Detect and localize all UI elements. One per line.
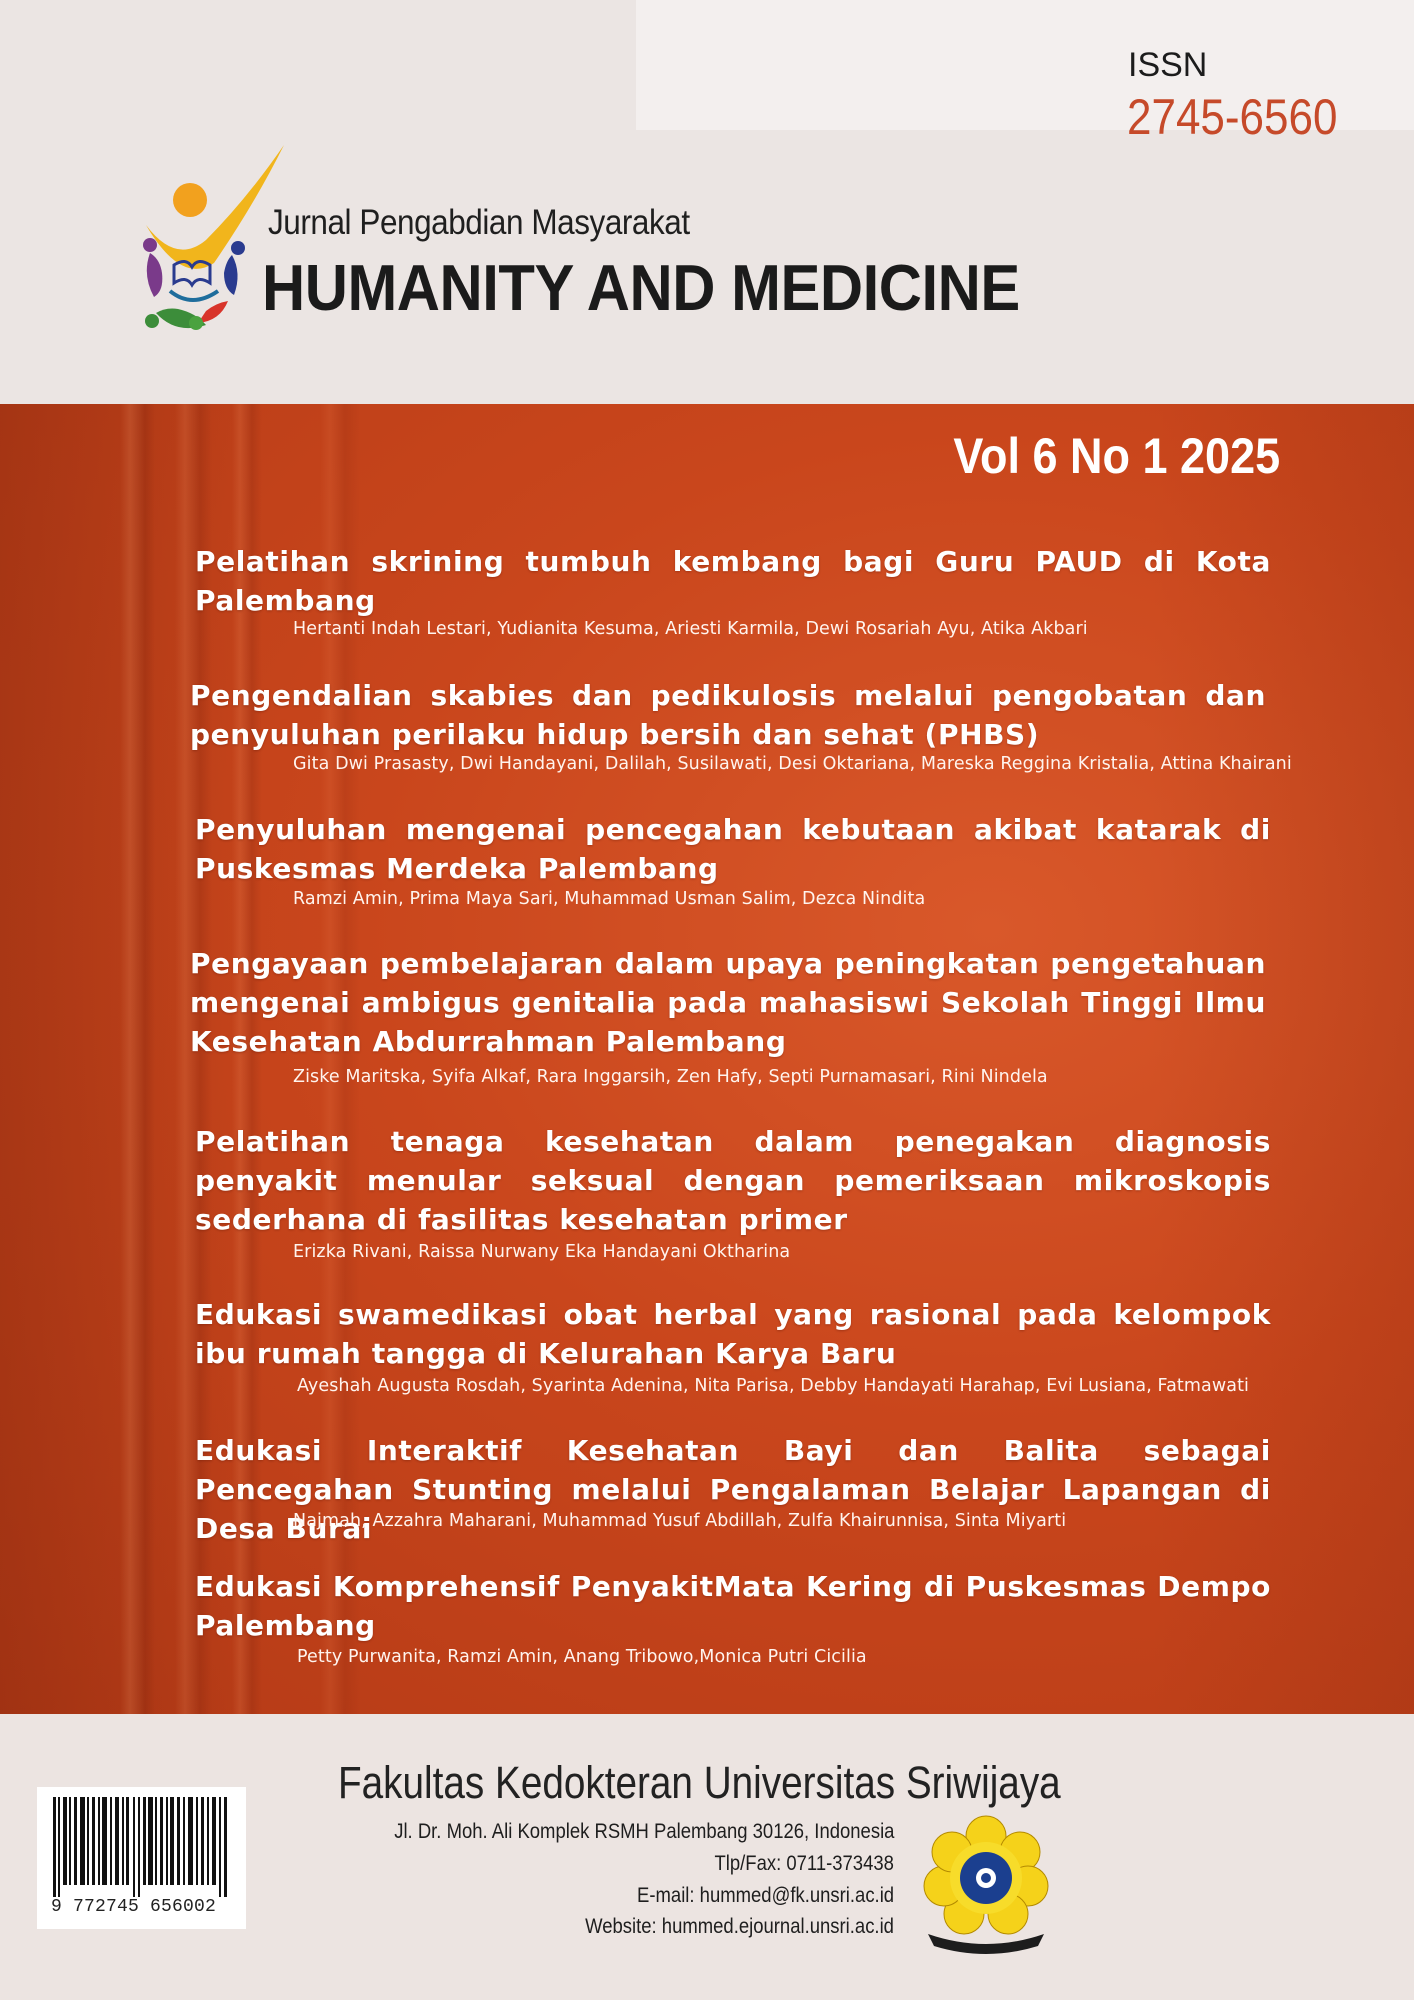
journal-title: HUMANITY AND MEDICINE <box>262 251 1020 324</box>
article-authors: Ayeshah Augusta Rosdah, Syarinta Adenina, Nita Parisa, Debby Handayati Harahap, Evi Lusiana, Fatmawati <box>297 1376 1249 1396</box>
article-authors: Erizka Rivani, Raissa Nurwany Eka Handayani Oktharina <box>293 1242 791 1262</box>
article-title: Pengayaan pembelajaran dalam upaya peningkatan pengetahuan mengenai ambigus genitalia pada mahasiswi Sekolah Tinggi Ilmu Kesehatan Abdurrahman Palembang <box>190 947 1266 1058</box>
volume-issue: Vol 6 No 1 2025 <box>953 428 1280 484</box>
address-text: Jl. Dr. Moh. Ali Komplek RSMH Palembang 30126, Indonesia <box>393 1820 894 1843</box>
journal-subtitle: Jurnal Pengabdian Masyarakat <box>268 203 690 242</box>
article-title: Pelatihan skrining tumbuh kembang bagi Guru PAUD di Kota Palembang <box>195 545 1271 617</box>
website-link[interactable]: Website: hummed.ejournal.unsri.ac.id <box>585 1915 894 1938</box>
contents-panel <box>0 404 1414 1714</box>
journal-header <box>0 0 1414 404</box>
issn-number: 2745-6560 <box>1127 89 1338 145</box>
faculty-name: Fakultas Kedokteran Universitas Sriwijaya <box>338 1757 1061 1808</box>
article-title: Edukasi Komprehensif PenyakitMata Kering di Puskesmas Dempo Palembang <box>195 1570 1271 1642</box>
isbn-barcode <box>37 1787 246 1929</box>
article-title: Pelatihan tenaga kesehatan dalam penegakan diagnosis penyakit menular seksual dengan pemeriksaan mikroskopis sederhana di fasilitas kesehatan primer <box>195 1125 1271 1236</box>
article-authors: Ziske Maritska, Syifa Alkaf, Rara Inggarsih, Zen Hafy, Septi Purnamasari, Rini Nindela <box>293 1067 1048 1087</box>
article-title: Penyuluhan mengenai pencegahan kebutaan akibat katarak di Puskesmas Merdeka Palembang <box>195 813 1271 885</box>
article-title: Pengendalian skabies dan pedikulosis melalui pengobatan dan penyuluhan perilaku hidup bersih dan sehat (PHBS) <box>190 679 1266 751</box>
phone-text: Tlp/Fax: 0711-373438 <box>714 1852 894 1875</box>
barcode-bars-icon <box>53 1797 230 1897</box>
article-authors: Najmah, Azzahra Maharani, Muhammad Yusuf Abdillah, Zulfa Khairunnisa, Sinta Miyarti <box>293 1511 1067 1531</box>
article-title: Edukasi swamedikasi obat herbal yang rasional pada kelompok ibu rumah tangga di Kelurahan Karya Baru <box>195 1298 1271 1370</box>
publisher-footer <box>0 1714 1414 2000</box>
barcode-digits: 9 772745 656002 <box>51 1897 217 1917</box>
article-authors: Ramzi Amin, Prima Maya Sari, Muhammad Usman Salim, Dezca Nindita <box>293 889 926 909</box>
university-seal-icon <box>920 1814 1052 1954</box>
issn-label: ISSN <box>1128 46 1208 84</box>
article-authors: Hertanti Indah Lestari, Yudianita Kesuma, Ariesti Karmila, Dewi Rosariah Ayu, Atika Akbari <box>293 619 1088 639</box>
article-title: Edukasi Interaktif Kesehatan Bayi dan Balita sebagai Pencegahan Stunting melalui Pengalaman Belajar Lapangan di Desa Burai <box>195 1434 1271 1545</box>
email-link[interactable]: E-mail: hummed@fk.unsri.ac.id <box>636 1884 894 1907</box>
article-authors: Petty Purwanita, Ramzi Amin, Anang Tribowo,Monica Putri Cicilia <box>297 1647 867 1667</box>
article-authors: Gita Dwi Prasasty, Dwi Handayani, Dalilah, Susilawati, Desi Oktariana, Mareska Reggina Kristalia, Attina Khairani <box>293 754 1292 774</box>
